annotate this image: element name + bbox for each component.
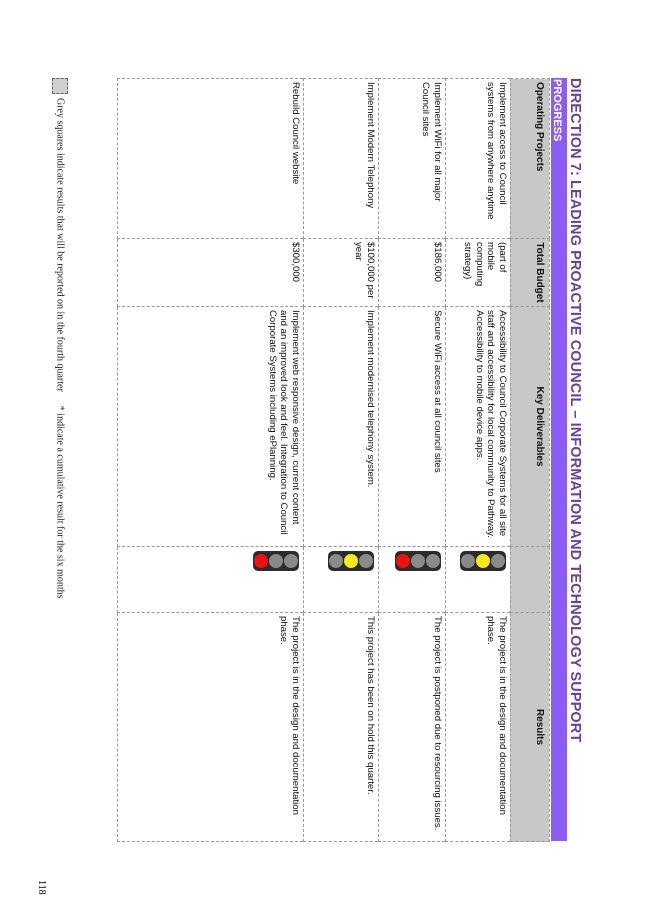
- deliverables-cell: Accessibility to Council Corporate Systems for all site staff and accessibility for local community to Pathway. Accessibility to mobile device apps.: [446, 307, 511, 547]
- project-cell: Implement access to Council systems from anywhere anytime: [446, 79, 511, 239]
- deliverables-cell: Implement web responsive design, current content and an improved look and feel. Integration to Council Corporate Systems including ePlanning.: [118, 307, 304, 547]
- col-header-projects: Operating Projects: [511, 79, 550, 239]
- result-cell: The project is in the design and documentation phase.: [446, 613, 511, 842]
- budget-cell: $186,000: [379, 239, 446, 307]
- page-heading: DIRECTION 7: LEADING PROACTIVE COUNCIL – INFORMATION AND TECHNOLOGY SUPPORT: [567, 78, 583, 743]
- table-header-row: [511, 79, 550, 842]
- status-cell: [118, 547, 304, 613]
- grey-note: Grey squares indicate results that will be reported on in the fourth quarter: [54, 98, 66, 392]
- project-cell: Implement Modern Telephony: [304, 79, 379, 239]
- progress-label: PROGRESS: [551, 79, 563, 142]
- project-cell: Implement WiFi for all major Council sites: [379, 79, 446, 239]
- col-header-deliverables: Key Deliverables: [511, 307, 550, 547]
- deliverables-cell: Implement modernised telephony system.: [304, 307, 379, 547]
- budget-cell: $100,000 per year: [304, 239, 379, 307]
- traffic-light-red-icon: [253, 551, 299, 571]
- budget-cell: $300,000: [118, 239, 304, 307]
- table-row: [118, 79, 304, 842]
- table-row: [446, 79, 511, 842]
- progress-table: [117, 78, 550, 842]
- page-number: 118: [36, 880, 47, 895]
- status-cell: [379, 547, 446, 613]
- status-cell: [304, 547, 379, 613]
- col-header-status: [511, 547, 550, 613]
- result-cell: This project has been on hold this quarter.: [304, 613, 379, 842]
- budget-cell: (part of mobile computing strategy): [446, 239, 511, 307]
- traffic-light-yellow-icon: [460, 551, 506, 571]
- progress-band: [551, 78, 567, 841]
- col-header-results: Results: [511, 613, 550, 842]
- footer-notes: [52, 78, 68, 798]
- col-header-budget: Total Budget: [511, 239, 550, 307]
- table-row: [379, 79, 446, 842]
- traffic-light-yellow-icon: [328, 551, 374, 571]
- project-cell: Rebuild Council website: [118, 79, 304, 239]
- traffic-light-red-icon: [395, 551, 441, 571]
- deliverables-cell: Secure WiFi access at all council sites: [379, 307, 446, 547]
- result-cell: The project is in the design and documentation phase.: [118, 613, 304, 842]
- status-cell: [446, 547, 511, 613]
- asterisk-note: * indicate a cumulative result for the six months: [54, 405, 66, 599]
- grey-square-icon: [52, 78, 68, 94]
- table-row: [304, 79, 379, 842]
- result-cell: The project is postponed due to resourcing issues.: [379, 613, 446, 842]
